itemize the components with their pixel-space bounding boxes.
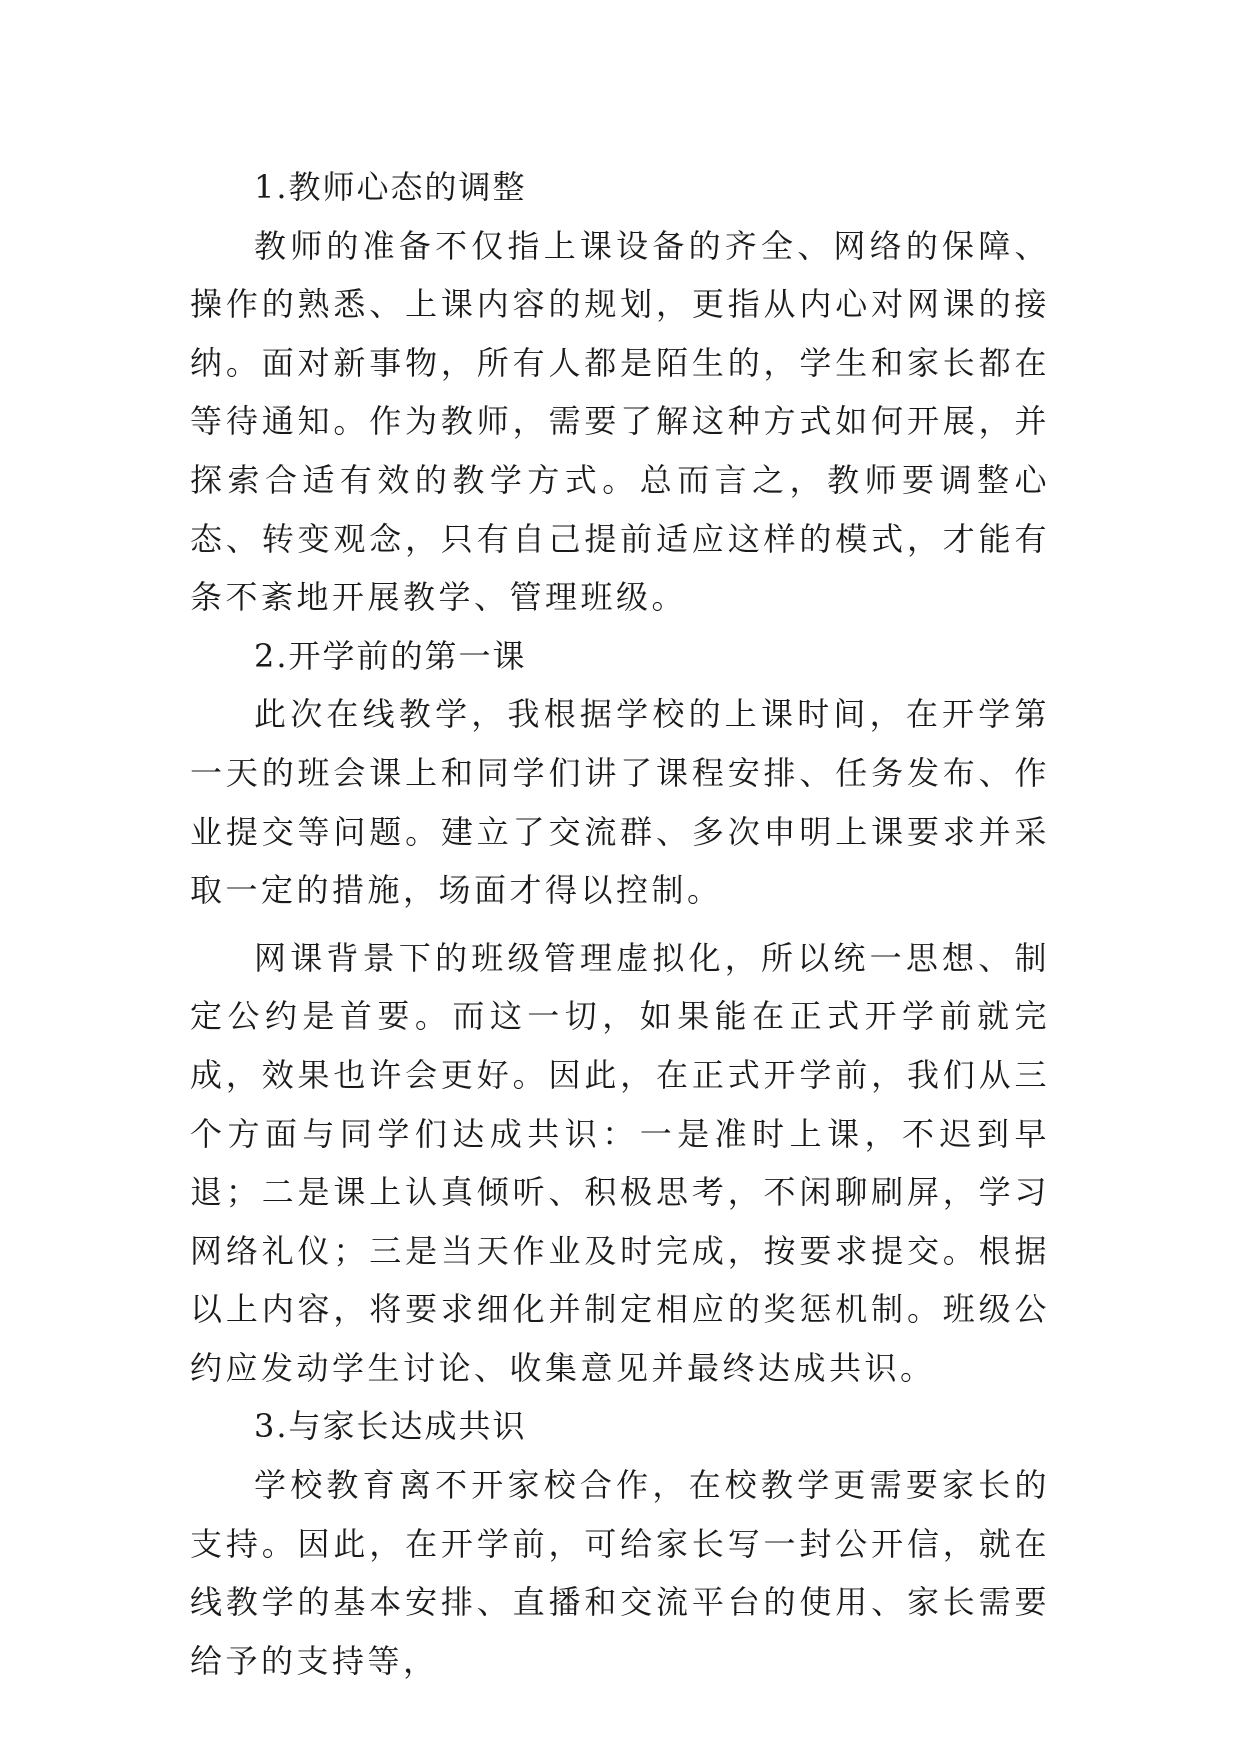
section-heading-2: 2.开学前的第一课	[254, 636, 527, 675]
section-heading-1: 1.教师心态的调整	[254, 168, 527, 206]
paragraph-teacher-mindset: 教师的准备不仅指上课设备的齐全、网络的保障、操作的熟悉、上课内容的规划，更指从内心对网课的接纳。面对新事物，所有人都是陌生的，学生和家长都在等待通知。作为教师，需要了解这种方式如何开展，并探索合适有效的教学方式。总而言之，教师要调整心态、转变观念，只有自己提前适应这样的模式，才能有条不紊地开展教学、管理班级。	[190, 226, 1050, 617]
paragraph-parent-consensus: 学校教育离不开家校合作，在校教学更需要家长的支持。因此，在开学前，可给家长写一封公开信，就在线教学的基本安排、直播和交流平台的使用、家长需要给予的支持等，	[190, 1466, 1050, 1680]
section-heading-3: 3.与家长达成共识	[254, 1407, 527, 1446]
document-page	[190, 158, 1050, 1690]
paragraph-first-lesson: 此次在线教学，我根据学校的上课时间，在开学第一天的班会课上和同学们讲了课程安排、任务发布、作业提交等问题。建立了交流群、多次申明上课要求并采取一定的措施，场面才得以控制。	[190, 695, 1050, 910]
paragraph-class-convention: 网课背景下的班级管理虚拟化，所以统一思想、制定公约是首要。而这一切，如果能在正式开学前就完成，效果也许会更好。因此，在正式开学前，我们从三个方面与同学们达成共识：一是准时上课，不迟到早退；二是课上认真倾听、积极思考，不闲聊刷屏，学习网络礼仪；三是当天作业及时完成，按要求提交。根据以上内容，将要求细化并制定相应的奖惩机制。班级公约应发动学生讨论、收集意见并最终达成共识。	[190, 938, 1050, 1387]
